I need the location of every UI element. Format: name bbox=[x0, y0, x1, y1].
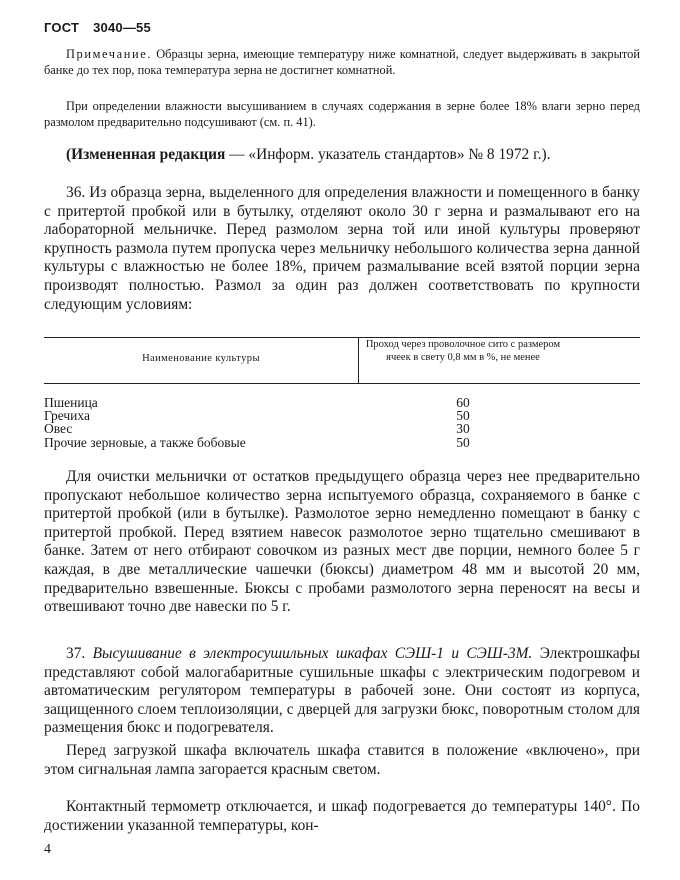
paragraph-mill-cleaning: Для очистки мельнички от остатков предыдущего образца через нее предварительно пропускают небольшое количество зерна испытуемого образца, сохраняемого в банке с притертой пробкой (или в бутылке). Размолотое зерно немедленно помещают в банку с притертой пробкой. Перед взятием навесок размолотое зерно тщательно смешивают в банке. Затем от него отбирают совочком из разных мест две порции, немного более 5 г каждая, в две металлические чашечки (бюксы) диаметром 48 мм и высотой 20 мм, предварительно взвешенные. Бюксы с пробами размолотого зерна переносят на весы и отвешивают точно две навески по 5 г. bbox=[44, 468, 640, 616]
table-row bbox=[44, 396, 604, 409]
paragraph-37-title: Высушивание в электросушильных шкафах СЭШ-1 и СЭШ-3М. bbox=[92, 645, 533, 662]
crop-name: Прочие зерновые, а также бобовые bbox=[44, 434, 246, 450]
page-header bbox=[44, 20, 151, 35]
paragraph-36: 36. Из образца зерна, выделенного для определения влажности и помещенного в банку с притертой пробкой или в бутылку, отделяют около 30 г зерна и размалывают его на лабораторной мельничке. Перед размолом зерна той или иной культуры проверяют крупность размола путем пропуска через мельничку небольшого количества зерна данной культуры с влажностью не более 18%, причем размалывание всей взятой порции зерна производят полностью. Размол за один раз должен соответствовать по крупности следующим условиям: bbox=[44, 184, 640, 313]
table-header-crop: Наименование культуры bbox=[142, 353, 260, 364]
table-row bbox=[44, 409, 604, 422]
paragraph-thermometer: Контактный термометр отключается, и шкаф подогревается до температуры 140°. По достижении указанной температуры, кон- bbox=[44, 798, 640, 834]
table-header-sieve: Проход через проволочное сито с размером ячеек в свету 0,8 мм в %, не менее bbox=[365, 339, 561, 363]
crop-table-body bbox=[44, 396, 604, 449]
crop-value: 50 bbox=[456, 434, 470, 450]
table-row bbox=[44, 436, 604, 449]
revision-note bbox=[44, 146, 640, 165]
crop-name: Пшеница bbox=[44, 395, 98, 410]
crop-value: 50 bbox=[456, 408, 470, 424]
note-paragraph-moisture: При определении влажности высушиванием в случаях содержания в зерне более 18% влаги зерно перед размолом предварительно подсушивают (см. п. 41). bbox=[44, 99, 640, 129]
page-number: 4 bbox=[44, 842, 51, 857]
paragraph-37-text: Электрошкафы представляют собой малогабаритные сушильные шкафы с электрическим подогревом и автоматическим регулятором температуры в рабочей зоне. Они состоят из корпуса, защищенного слоем теплоизоляции, с дверцей для загрузки бюкс, поворотным столом для размещения бюкс и подогревателя. bbox=[44, 645, 640, 737]
table-top-rule bbox=[44, 337, 640, 338]
paragraph-37 bbox=[44, 645, 640, 738]
revision-source: — «Информ. указатель стандартов» № 8 1972 г.). bbox=[229, 146, 551, 163]
table-column-divider bbox=[358, 338, 359, 383]
revision-label: (Измененная редакция bbox=[66, 146, 226, 163]
paragraph-37-number: 37. bbox=[66, 645, 86, 662]
table-row bbox=[44, 422, 604, 435]
note-label: Примечание. bbox=[66, 47, 152, 61]
crop-name: Гречиха bbox=[44, 408, 90, 424]
table-header-rule bbox=[44, 383, 640, 384]
gost-label: ГОСТ bbox=[44, 20, 80, 35]
note-paragraph bbox=[44, 46, 640, 78]
crop-name: Овес bbox=[44, 421, 73, 437]
note-text: Образцы зерна, имеющие температуру ниже комнатной, следует выдерживать в закрытой банке до тех пор, пока температура зерна не достигнет комнатной. bbox=[44, 47, 640, 77]
standard-number: 3040—55 bbox=[93, 20, 151, 35]
crop-value: 30 bbox=[456, 421, 470, 437]
crop-value: 60 bbox=[456, 395, 470, 410]
paragraph-switch-on: Перед загрузкой шкафа включатель шкафа ставится в положение «включено», при этом сигнальная лампа загорается красным светом. bbox=[44, 742, 640, 778]
